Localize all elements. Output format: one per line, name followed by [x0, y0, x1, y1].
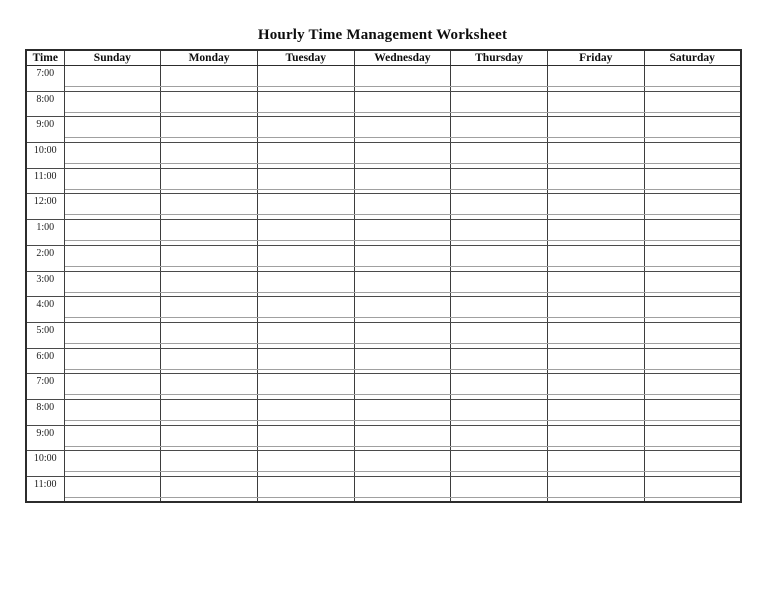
schedule-cell [64, 348, 161, 369]
schedule-cell [644, 399, 741, 420]
header-row [26, 50, 741, 66]
time-label: 11:00 [26, 477, 64, 503]
schedule-cell [451, 498, 548, 503]
schedule-cell [547, 399, 644, 420]
hour-row-upper [26, 91, 741, 112]
schedule-cell [451, 194, 548, 215]
hour-row-upper [26, 322, 741, 343]
time-label: 3:00 [26, 271, 64, 297]
schedule-cell [451, 477, 548, 498]
day-column-header: Monday [161, 50, 258, 66]
hour-row-upper [26, 66, 741, 87]
hour-row-upper [26, 220, 741, 241]
day-column-header: Tuesday [257, 50, 354, 66]
schedule-cell [547, 271, 644, 292]
schedule-cell [161, 374, 258, 395]
schedule-cell [257, 451, 354, 472]
schedule-cell [161, 143, 258, 164]
schedule-cell [257, 220, 354, 241]
schedule-cell [64, 374, 161, 395]
schedule-cell [354, 271, 451, 292]
schedule-cell [257, 322, 354, 343]
schedule-cell [451, 245, 548, 266]
schedule-cell [354, 451, 451, 472]
time-label: 2:00 [26, 245, 64, 271]
schedule-cell [64, 220, 161, 241]
schedule-cell [257, 91, 354, 112]
schedule-cell [644, 66, 741, 87]
schedule-cell [547, 117, 644, 138]
time-label: 8:00 [26, 399, 64, 425]
schedule-cell [161, 91, 258, 112]
schedule-cell [644, 297, 741, 318]
schedule-cell [161, 271, 258, 292]
schedule-cell [64, 322, 161, 343]
schedule-cell [257, 297, 354, 318]
schedule-cell [161, 194, 258, 215]
schedule-cell [161, 498, 258, 503]
schedule-cell [547, 143, 644, 164]
schedule-cell [644, 425, 741, 446]
hour-row-upper [26, 168, 741, 189]
schedule-cell [354, 117, 451, 138]
schedule-cell [354, 66, 451, 87]
schedule-cell [64, 194, 161, 215]
schedule-cell [547, 220, 644, 241]
schedule-cell [547, 297, 644, 318]
schedule-cell [547, 168, 644, 189]
day-column-header: Friday [547, 50, 644, 66]
schedule-cell [354, 498, 451, 503]
schedule-body [26, 66, 741, 503]
schedule-cell [547, 194, 644, 215]
schedule-cell [161, 297, 258, 318]
hour-row-upper [26, 374, 741, 395]
hour-row-upper [26, 451, 741, 472]
schedule-cell [354, 348, 451, 369]
schedule-cell [547, 322, 644, 343]
schedule-cell [644, 245, 741, 266]
day-column-header: Sunday [64, 50, 161, 66]
schedule-cell [451, 220, 548, 241]
schedule-cell [161, 399, 258, 420]
schedule-cell [64, 168, 161, 189]
schedule-cell [451, 399, 548, 420]
schedule-cell [257, 374, 354, 395]
hour-row-upper [26, 271, 741, 292]
schedule-cell [547, 498, 644, 503]
schedule-cell [64, 399, 161, 420]
schedule-cell [64, 245, 161, 266]
schedule-cell [451, 143, 548, 164]
day-column-header: Saturday [644, 50, 741, 66]
schedule-cell [547, 425, 644, 446]
schedule-cell [451, 66, 548, 87]
schedule-cell [451, 297, 548, 318]
schedule-cell [64, 271, 161, 292]
schedule-cell [644, 322, 741, 343]
schedule-cell [354, 143, 451, 164]
schedule-cell [354, 220, 451, 241]
schedule-cell [161, 220, 258, 241]
schedule-cell [161, 322, 258, 343]
schedule-cell [644, 91, 741, 112]
schedule-cell [451, 425, 548, 446]
hour-row-upper [26, 143, 741, 164]
schedule-cell [354, 297, 451, 318]
schedule-cell [257, 194, 354, 215]
time-label: 9:00 [26, 425, 64, 451]
schedule-cell [451, 168, 548, 189]
time-label: 12:00 [26, 194, 64, 220]
time-label: 6:00 [26, 348, 64, 374]
schedule-cell [547, 245, 644, 266]
schedule-cell [257, 271, 354, 292]
schedule-cell [644, 477, 741, 498]
schedule-cell [257, 399, 354, 420]
hour-row-upper [26, 399, 741, 420]
day-column-header: Thursday [451, 50, 548, 66]
schedule-cell [354, 425, 451, 446]
hour-row-upper [26, 297, 741, 318]
schedule-cell [354, 194, 451, 215]
schedule-cell [644, 143, 741, 164]
schedule-cell [644, 271, 741, 292]
time-label: 1:00 [26, 220, 64, 246]
schedule-table [25, 49, 742, 503]
schedule-cell [354, 399, 451, 420]
worksheet-sheet [25, 27, 740, 503]
hour-row-upper [26, 477, 741, 498]
schedule-cell [451, 374, 548, 395]
schedule-cell [257, 245, 354, 266]
schedule-cell [64, 425, 161, 446]
schedule-cell [644, 168, 741, 189]
schedule-cell [451, 91, 548, 112]
schedule-cell [354, 322, 451, 343]
schedule-cell [547, 66, 644, 87]
hour-row-upper [26, 245, 741, 266]
schedule-cell [257, 477, 354, 498]
schedule-cell [161, 66, 258, 87]
hour-row-upper [26, 117, 741, 138]
schedule-cell [161, 477, 258, 498]
schedule-cell [547, 348, 644, 369]
schedule-cell [644, 117, 741, 138]
schedule-cell [257, 168, 354, 189]
schedule-cell [644, 498, 741, 503]
schedule-cell [547, 91, 644, 112]
hour-row-upper [26, 194, 741, 215]
schedule-cell [64, 451, 161, 472]
schedule-cell [257, 348, 354, 369]
schedule-cell [161, 348, 258, 369]
time-label: 4:00 [26, 297, 64, 323]
schedule-cell [644, 348, 741, 369]
day-column-header: Wednesday [354, 50, 451, 66]
worksheet-title: Hourly Time Management Worksheet [257, 27, 508, 43]
schedule-cell [354, 477, 451, 498]
schedule-cell [257, 425, 354, 446]
schedule-cell [354, 245, 451, 266]
schedule-cell [547, 477, 644, 498]
time-label: 8:00 [26, 91, 64, 117]
schedule-cell [257, 117, 354, 138]
schedule-cell [547, 451, 644, 472]
hour-row-upper [26, 425, 741, 446]
schedule-cell [161, 451, 258, 472]
schedule-cell [161, 117, 258, 138]
schedule-cell [64, 66, 161, 87]
schedule-cell [64, 498, 161, 503]
schedule-cell [64, 297, 161, 318]
schedule-cell [257, 498, 354, 503]
schedule-cell [644, 374, 741, 395]
schedule-cell [64, 477, 161, 498]
hour-row-upper [26, 348, 741, 369]
schedule-cell [644, 451, 741, 472]
schedule-cell [547, 374, 644, 395]
time-label: 7:00 [26, 66, 64, 92]
schedule-cell [354, 374, 451, 395]
schedule-cell [161, 425, 258, 446]
schedule-cell [161, 168, 258, 189]
schedule-cell [451, 322, 548, 343]
schedule-cell [354, 91, 451, 112]
schedule-cell [354, 168, 451, 189]
schedule-cell [161, 245, 258, 266]
schedule-cell [257, 66, 354, 87]
time-label: 11:00 [26, 168, 64, 194]
schedule-cell [257, 143, 354, 164]
time-label: 9:00 [26, 117, 64, 143]
time-label: 10:00 [26, 143, 64, 169]
time-column-header: Time [26, 50, 64, 66]
hour-row-lower [26, 498, 741, 503]
schedule-cell [64, 143, 161, 164]
time-label: 7:00 [26, 374, 64, 400]
time-label: 10:00 [26, 451, 64, 477]
schedule-cell [451, 348, 548, 369]
time-label: 5:00 [26, 322, 64, 348]
schedule-cell [451, 451, 548, 472]
schedule-cell [451, 117, 548, 138]
schedule-cell [64, 117, 161, 138]
schedule-cell [644, 194, 741, 215]
schedule-cell [64, 91, 161, 112]
schedule-cell [644, 220, 741, 241]
schedule-cell [451, 271, 548, 292]
